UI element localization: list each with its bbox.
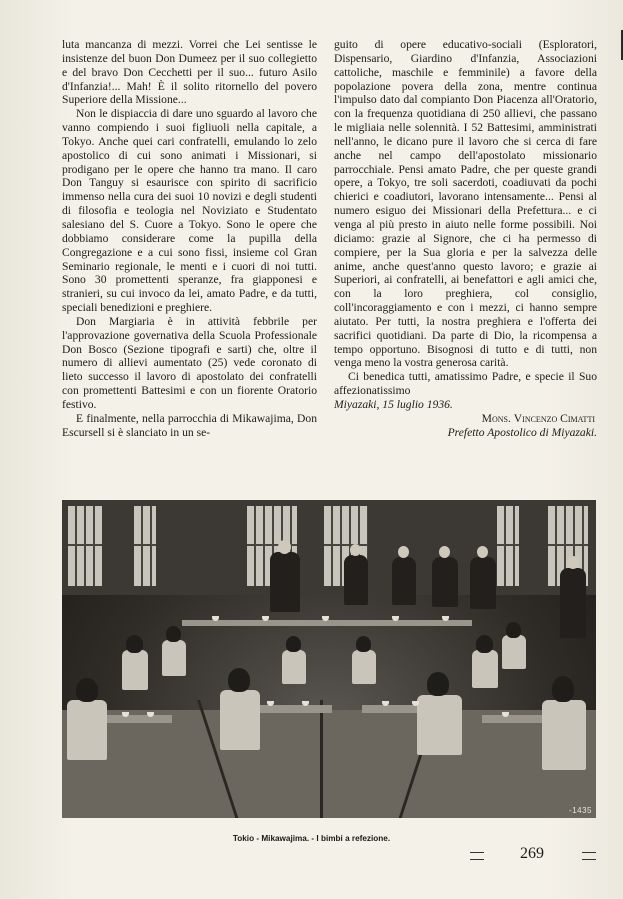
child-figure [542,700,586,770]
adult-head [350,544,361,556]
page-number: 269 [520,845,544,862]
adult-figure [344,555,368,605]
paragraph: luta mancanza di mezzi. Vorrei che Lei sentisse le insistenze del buon Don Dumeez per il suo collegietto e del bravo Don Cecchetti per il suo... futuro Asilo d'Infanzia!... Mah! È il solito ritornello del povero Superiore della Missione... [62,38,317,107]
child-figure [502,635,526,669]
adult-head [477,546,488,558]
paragraph: Don Margiaria è in attività febbrile per l'approvazione governativa della Scuola Professionale Don Bosco (Sezione tipografi e sarti) che, oltre il numero di allievi aumentato (25) vede coronato di lieto successo il lavoro di apostolato dei confratelli con promettenti Battesimi e con un fiorente Oratorio festivo. [62,314,317,411]
table [102,715,172,723]
child-head [552,676,574,702]
priest-head [278,540,291,554]
paragraph: E finalmente, nella parrocchia di Mikawajima, Don Escursell si è slanciato in un se- [62,411,317,439]
signature-prefix: Mons. [481,411,511,425]
adult-head [439,546,450,558]
child-head [476,635,493,653]
child-figure [162,640,186,676]
adult-figure [470,557,496,609]
child-head [356,636,371,652]
child-head [166,626,181,642]
child-figure [220,690,260,750]
window [497,506,519,586]
child-figure [122,650,148,690]
child-figure [282,650,306,684]
child-head [506,622,521,638]
folio-ornament [470,852,484,860]
child-figure [472,650,498,688]
window [68,506,102,586]
priest-figure [270,552,300,612]
table [182,620,472,626]
child-head [286,636,301,652]
child-head [126,635,143,653]
table [252,705,332,713]
paragraph: Ci benedica tutti, amatissimo Padre, e specie il Suo affezionatissimo [334,370,597,398]
adult-head [567,556,579,569]
photo-floor [62,710,596,818]
letter-date: Miyazaki, 15 luglio 1936. [334,397,453,411]
signature-name [334,412,597,426]
page-folio [470,846,600,866]
adult-figure [432,557,458,607]
child-figure [417,695,462,755]
refectory-photo [62,500,596,818]
adult-figure [392,557,416,605]
photo-number: -1435 [569,806,592,815]
adult-figure [560,568,586,638]
child-figure [67,700,107,760]
right-text-column [334,38,597,439]
photo-caption: Tokio - Mikawajima. - I bimbi a refezione. [232,834,391,843]
floor-line [320,700,323,818]
signature-fullname: Vincenzo Cimatti [513,411,595,425]
adult-head [398,546,409,558]
paragraph: guito di opere educativo-sociali (Esploratori, Dispensario, Giardino d'Infanzia, Associazioni cattoliche, maschile e femminile) a favore della popolazione povera della zona, mentre continua l'impulso dato dal compianto Don Piacenza all'Oratorio, con la frequenza quotidiana di 250 allievi, che passano le migliaia nelle solennità. I 52 Battesimi, amministrati nell'anno, le dicano pure il lavoro che si cerca di fare anche nel campo dell'apostolato missionario parrocchiale. Pensi amato Padre, che per queste grandi opere, a Tokyo, tre soli sacerdoti, coadiuvati da pochi chierici e coadiutori, lavorano intensamente... Pensi al numero esiguo dei Missionari della Prefettura... e ci venga al più presto in aiuto nelle forme possibili. Noi diciamo: grazie al Signore, che ci ha permesso di compiere, per la Sua gloria e per la salvezza delle anime, anche quest'anno questo lavoro; e grazie ai Superiori, ai confratelli, ai benefattori e agli amici che, con la loro preghiera, col consiglio, coll'incoraggiamento e con i mezzi, ci hanno sempre aiutato. Per tutti, la nostra preghiera e l'offerta dei sacrifici quotidiani. Da parte di Dio, la ricompensa a tempo opportuno. Bisognosi di tutto e di tutti, non venga meno la vostra generosa carità. [334,38,597,370]
paragraph: Non le dispiaccia di dare uno sguardo al lavoro che vanno compiendo i suoi figliuoli nella capitale, a Tokyo. Anche quei cari confratelli, emulando lo zelo apostolico di cui sono animati i Missionari, si prodigano per le opere che hanno tra mano. Il caro Don Tanguy si esaurisce con spirito di sacrificio immenso nella cura dei suoi 10 novizi e degli studenti di filosofia e teologia nel Noviziato e Studentato salesiano del S. Cuore a Tokyo. Sono le opere che dobbiamo considerare come la pupilla della Congregazione e a cui sono fissi, insieme col Gran Seminario regionale, le menti e i cuori di noi tutti. Sono 30 promettenti speranze, fra giapponesi e stranieri, su cui invoco da lei, amato Padre, e da tutti, speciali benedizioni e preghiere. [62,107,317,315]
child-head [427,672,449,696]
child-head [228,668,250,692]
left-text-column [62,38,317,439]
child-head [76,678,98,702]
folio-ornament [582,852,596,860]
window [134,506,156,586]
child-figure [352,650,376,684]
signature-title: Prefetto Apostolico di Miyazaki. [447,425,597,439]
